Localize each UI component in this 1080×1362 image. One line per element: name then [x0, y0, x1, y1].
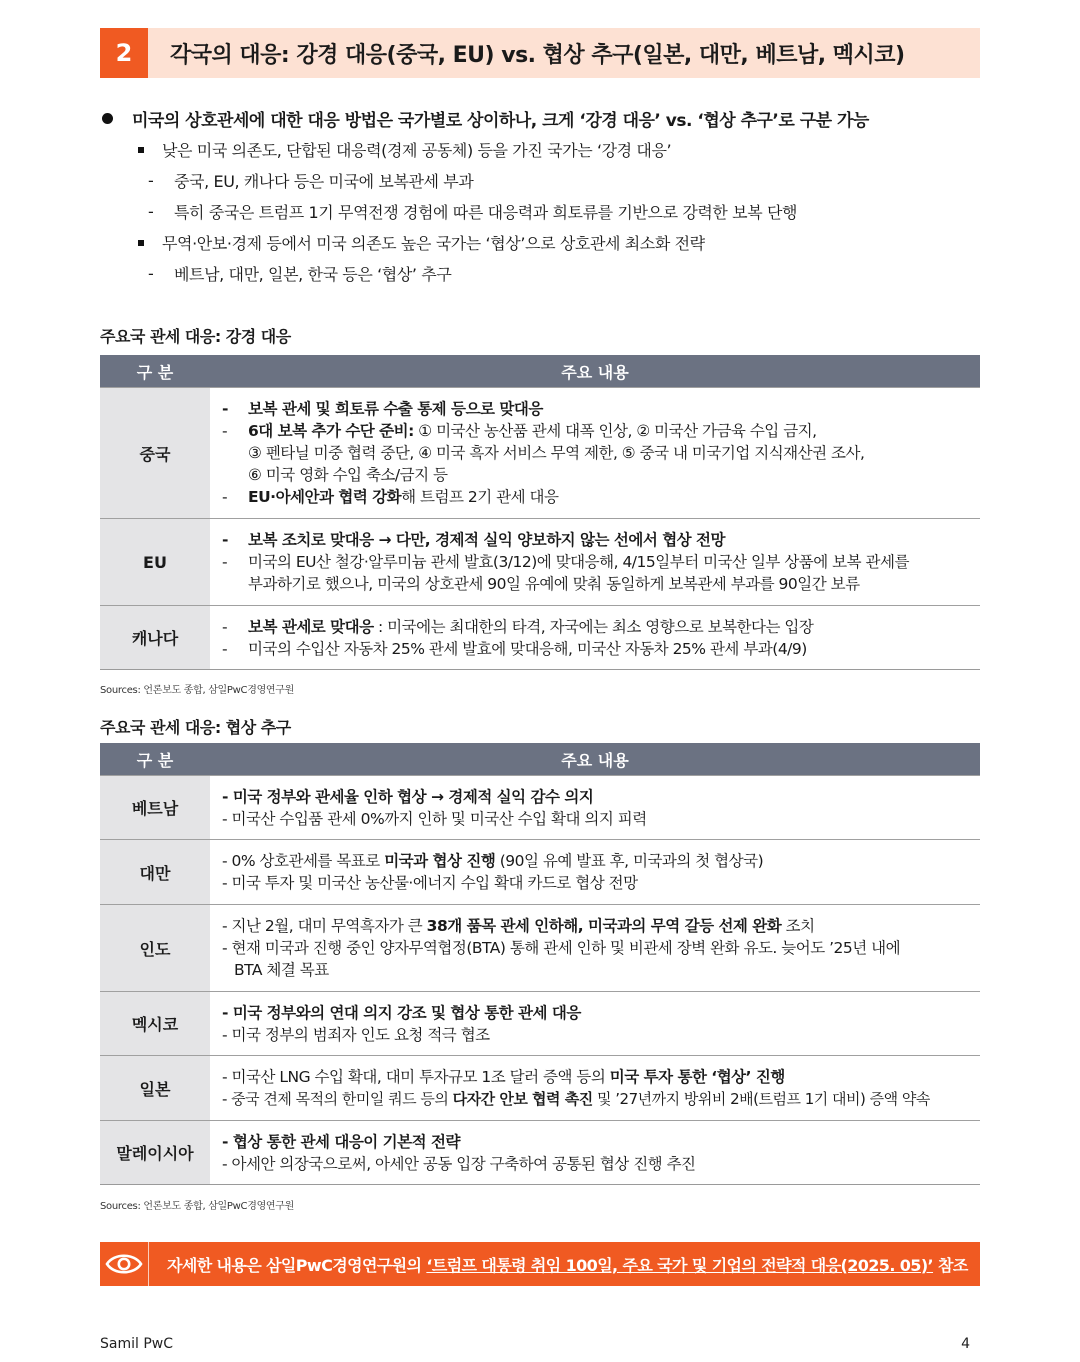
- table-row-mexico: [100, 991, 980, 1055]
- table1-title: 주요국 관세 대응: 강경 대응: [100, 327, 291, 346]
- content-line: - 미국 정부와 관세율 인하 협상 → 경제적 실익 감수 의지: [222, 787, 594, 806]
- content-line: - 6대 보복 추가 수단 준비: ① 미국산 농산품 관세 대폭 인상, ② 미국산 가금육 수입 금지,: [222, 422, 817, 440]
- sub-bullet-text: 무역·안보·경제 등에서 미국 의존도 높은 국가는 ‘협상’으로 상호관세 최소화 전략: [162, 234, 705, 253]
- row-label: 캐나다: [100, 606, 210, 669]
- content-line: - 지난 2월, 대미 무역흑자가 큰 38개 품목 관세 인하해, 미국과의 무역 갈등 선제 완화 조치: [222, 917, 815, 935]
- section-title: 각국의 대응: 강경 대응(중국, EU) vs. 협상 추구(일본, 대만, 베트남, 멕시코): [170, 42, 905, 68]
- section-number: 2: [100, 28, 148, 78]
- content-line: - 미국 정부와의 연대 의지 강조 및 협상 통한 관세 대응: [222, 1003, 581, 1022]
- sub-bullet: [100, 227, 980, 258]
- content-line: - 미국 정부의 범죄자 인도 요청 적극 협조: [222, 1025, 490, 1044]
- banner-pre: 자세한 내용은 삼일PwC경영연구원의: [167, 1255, 427, 1275]
- row-label: 말레이시아: [100, 1121, 210, 1184]
- content-line: BTA 체결 목표: [234, 961, 329, 979]
- table-row-taiwan: [100, 839, 980, 904]
- content-line: - 아세안 의장국으로써, 아세안 공동 입장 구축하여 공통된 협상 진행 추진: [222, 1154, 696, 1173]
- content-line: - 미국 투자 및 미국산 농산물·에너지 수입 확대 카드로 협상 전망: [222, 874, 638, 892]
- page-number: 4: [961, 1336, 970, 1352]
- content-line: ③ 펜타닐 미중 협력 중단, ④ 미국 흑자 서비스 무역 제한, ⑤ 중국 내 미국기업 지식재산권 조사,: [248, 444, 865, 462]
- sub-bullet-text: 낮은 미국 의존도, 단합된 대응력(경제 공동체) 등을 가진 국가는 ‘강경 대응’: [162, 141, 672, 160]
- row-content: [210, 992, 980, 1055]
- table1-header: [100, 355, 980, 387]
- row-content: [210, 1121, 980, 1184]
- content-line: ⑥ 미국 영화 수입 축소/금지 등: [248, 466, 448, 484]
- dash-icon: -: [148, 202, 154, 221]
- table-row-vietnam: [100, 775, 980, 839]
- row-content: [210, 776, 980, 839]
- row-label: 멕시코: [100, 992, 210, 1055]
- table2-title: 주요국 관세 대응: 협상 추구: [100, 718, 291, 737]
- dash-item: [100, 165, 980, 196]
- table1-source: Sources: 언론보도 종합, 삼일PwC경영연구원: [100, 685, 295, 696]
- content-line: - EU·아세안과 협력 강화해 트럼프 2기 관세 대응: [222, 488, 559, 506]
- main-bullet-text: 미국의 상호관세에 대한 대응 방법은 국가별로 상이하나, 크게 ‘강경 대응’ vs. ‘협상 추구’로 구분 가능: [132, 110, 869, 131]
- content-line: - 중국 견제 목적의 한미일 쿼드 등의 다자간 안보 협력 촉진 및 ’27년까지 방위비 2배(트럼프 1기 대비) 증액 약속: [222, 1090, 930, 1108]
- table2-header: [100, 743, 980, 775]
- bullet-dot-icon: [102, 113, 113, 124]
- table-row-malaysia: [100, 1120, 980, 1184]
- reference-banner: [100, 1242, 980, 1286]
- row-label: 대만: [100, 840, 210, 904]
- table-row-eu: [100, 518, 980, 605]
- row-content: [210, 840, 980, 904]
- bullet-square-icon: [138, 240, 144, 246]
- content-line: - 미국의 수입산 자동차 25% 관세 발효에 맞대응해, 미국산 자동차 25% 관세 부과(4/9): [222, 639, 807, 658]
- content-line: - 미국산 수입품 관세 0%까지 인하 및 미국산 수입 확대 의지 피력: [222, 809, 647, 828]
- row-content: [210, 905, 980, 991]
- section-header: [100, 28, 980, 78]
- table2: [100, 743, 980, 1185]
- row-content: [210, 388, 980, 518]
- content-line: - 협상 통한 관세 대응이 기본적 전략: [222, 1132, 460, 1151]
- content-line: 부과하기로 했으나, 미국의 상호관세 90일 유예에 맞춰 동일하게 보복관세 부과를 90일간 보류: [248, 575, 860, 593]
- sub-bullet: [100, 134, 980, 165]
- report-link[interactable]: ‘트럼프 대통령 취임 100일, 주요 국가 및 기업의 전략적 대응(2025. 05)’: [426, 1255, 934, 1275]
- bullet-square-icon: [138, 147, 144, 153]
- content-line: - 보복 조치로 맞대응 → 다만, 경제적 실익 양보하지 않는 선에서 협상 전망: [222, 531, 725, 549]
- dash-item: [100, 196, 980, 227]
- content-line: - 보복 관세 및 희토류 수출 통제 등으로 맞대응: [222, 400, 543, 418]
- row-label: 인도: [100, 905, 210, 991]
- banner-text: [167, 1253, 968, 1276]
- table-row-china: [100, 387, 980, 518]
- content-line: - 보복 관세로 맞대응 : 미국에는 최대한의 타격, 자국에는 최소 영향으로 보복한다는 입장: [222, 617, 814, 636]
- table-row-india: [100, 904, 980, 991]
- header-category: 구 분: [136, 362, 174, 382]
- row-content: [210, 606, 980, 669]
- dash-icon: -: [148, 264, 154, 283]
- table1: [100, 355, 980, 670]
- footer-company: Samil PwC: [100, 1336, 174, 1352]
- dash-item-text: 중국, EU, 캐나다 등은 미국에 보복관세 부과: [174, 172, 474, 191]
- table-row-japan: [100, 1055, 980, 1120]
- header-content: 주요 내용: [561, 750, 629, 770]
- dash-item-text: 베트남, 대만, 일본, 한국 등은 ‘협상’ 추구: [174, 265, 452, 284]
- content-line: - 미국산 LNG 수입 확대, 대미 투자규모 1조 달러 증액 등의 미국 투자 통한 ‘협상’ 진행: [222, 1068, 785, 1086]
- dash-item-text: 특히 중국은 트럼프 1기 무역전쟁 경험에 따른 대응력과 희토류를 기반으로 강력한 보복 단행: [174, 203, 798, 222]
- content-line: - 미국의 EU산 철강‧알루미늄 관세 발효(3/12)에 맞대응해, 4/15일부터 미국산 일부 상품에 보복 관세를: [222, 553, 909, 571]
- row-content: [210, 519, 980, 605]
- header-category: 구 분: [136, 750, 174, 770]
- main-bullet: [100, 102, 980, 134]
- content-line: - 현재 미국과 진행 중인 양자무역협정(BTA) 통해 관세 인하 및 비관세 장벽 완화 유도. 늦어도 ’25년 내에: [222, 939, 901, 957]
- banner-post: 참조: [933, 1255, 968, 1275]
- dash-item: [100, 258, 980, 289]
- row-label: 일본: [100, 1056, 210, 1120]
- eye-icon: [100, 1242, 149, 1286]
- summary-bullets: [100, 102, 980, 289]
- row-label: 중국: [100, 388, 210, 518]
- content-line: - 0% 상호관세를 목표로 미국과 협상 진행 (90일 유예 발표 후, 미국과의 첫 협상국): [222, 852, 764, 870]
- dash-icon: -: [148, 171, 154, 190]
- header-content: 주요 내용: [561, 362, 629, 382]
- table2-source: Sources: 언론보도 종합, 삼일PwC경영연구원: [100, 1201, 295, 1212]
- row-label: EU: [100, 519, 210, 605]
- row-content: [210, 1056, 980, 1120]
- table-row-canada: [100, 605, 980, 669]
- row-label: 베트남: [100, 776, 210, 839]
